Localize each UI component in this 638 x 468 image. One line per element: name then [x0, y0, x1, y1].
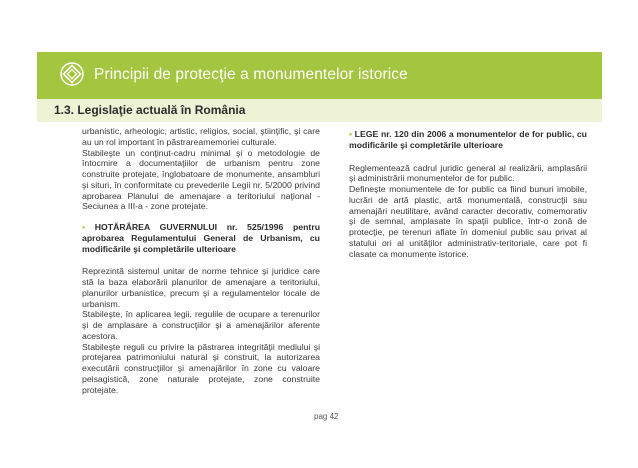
page-number: pag 42	[314, 412, 339, 421]
bullet-icon: •	[82, 222, 86, 232]
law-heading-lege-120-2006	[349, 129, 587, 151]
law-heading-text: LEGE nr. 120 din 2006 a monumentelor de for public, cu modificările şi completările ulterioare	[349, 129, 587, 150]
diamond-emblem-icon	[60, 62, 84, 86]
law-paragraph: Stabileşte, în aplicarea legii, regulile de ocupare a terenurilor şi de amplasare a construcţiilor şi a amenajărilor aferente acestora.	[82, 309, 320, 341]
law-paragraph: Reglementează cadrul juridic general al realizării, amplasării şi administrării monumentelor de for public.	[349, 162, 587, 184]
law-paragraph: Defineşte monumentele de for public ca fiind bunuri imobile, lucrări de artă plastic, artă monumentală, construcţii sau amenajări neutilitare, având caracter decorativ, comemorativ şi de semnal, amplasate în spaţii publice, într-o zonă de protecţie, pe terenuri aflate în domeniul public sau privat al statului ori al unităţilor administrativ-teritoriale, care pot fi clasate ca monumente istorice.	[349, 184, 587, 259]
law-paragraph: Reprezintă sistemul unitar de norme tehnice şi juridice care stă la baza elaborării planurilor de amenajare a teritoriului, planurilor urbanistice, precum şi a regulamentelor locale de urbanism.	[82, 266, 320, 309]
page-title: Principii de protecţie a monumentelor istorice	[94, 66, 408, 83]
intro-paragraph: urbanistic, arheologic, artistic, religios, social, ştiinţific, şi care au un rol important în păstrareamemoriei culturale.	[82, 126, 320, 147]
right-column	[349, 129, 587, 259]
bullet-icon: •	[349, 129, 353, 139]
left-column	[82, 126, 320, 395]
law-paragraph: Stabileşte reguli cu privire la păstrarea integrităţii mediului şi protejarea patrimoniului natural şi construit, la autorizarea executării construcţiilor şi amenajărilor în zone cu valoare peisagistică, zone naturale protejate, zone construite protejate.	[82, 341, 320, 395]
section-title: 1.3. Legislaţie actuală în România	[54, 103, 246, 117]
law-heading-text: HOTĂRÂREA GUVERNULUI nr. 525/1996 pentru aprobarea Regulamentului General de Urbanism, cu modificările şi completările ulterioare	[82, 222, 321, 254]
intro-paragraph: Stabileşte un conţinut-cadru minimal şi o metodologie de întocmire a documentaţiilor de urbanism pentru zone construite protejate, înglobatoare de monumente, ansambluri şi situri, în conformitate cu prevederile Legii nr. 5/2000 privind aprobarea Planului de amenajare a teritoriului naţional - Seciunea a III-a - zone protejate.	[82, 147, 320, 212]
law-heading-hg-525-1996	[82, 222, 320, 254]
